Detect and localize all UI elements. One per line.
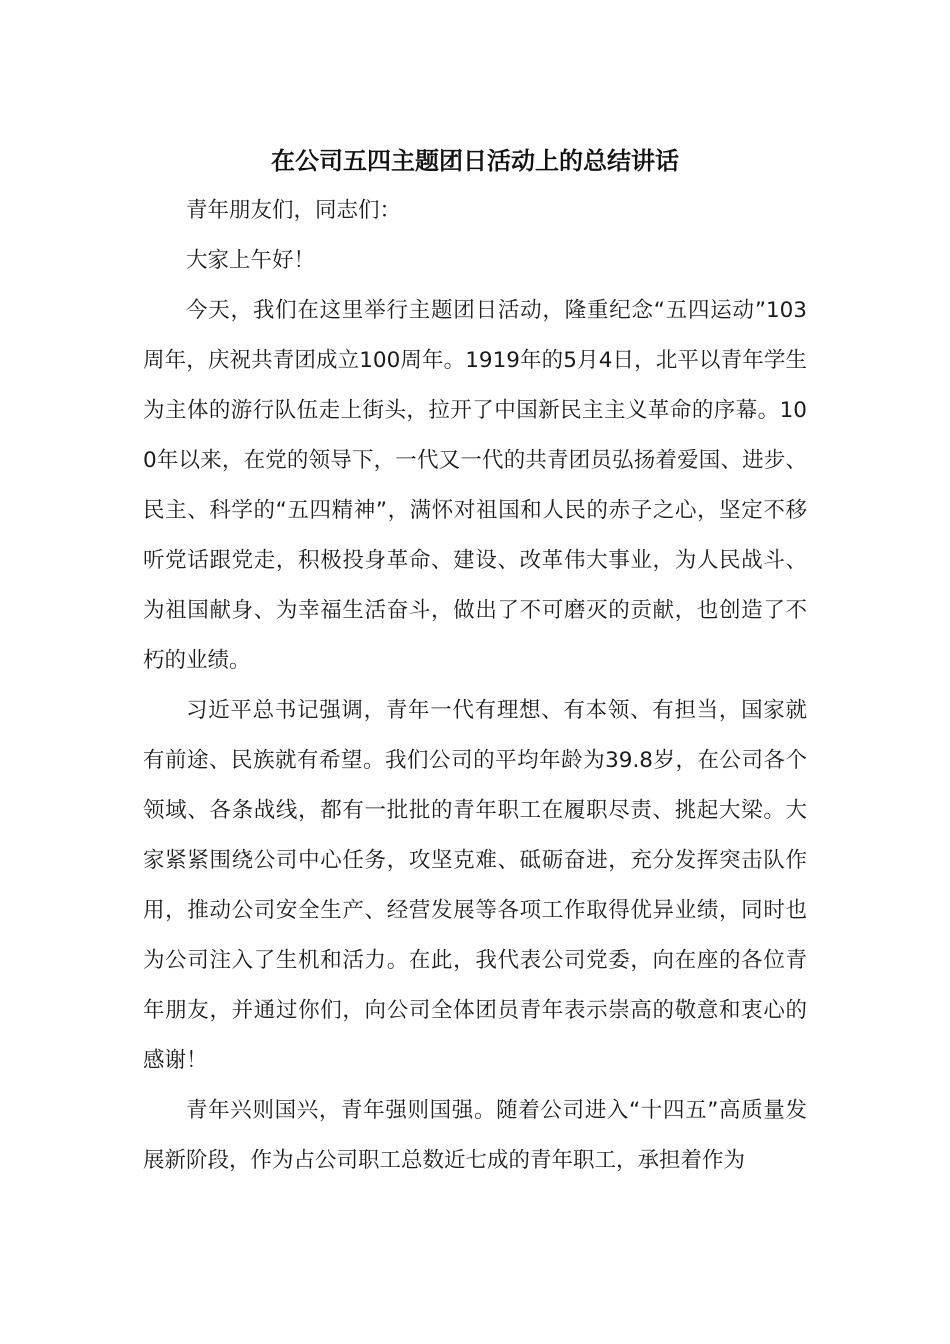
- paragraph-greeting: 大家上午好！: [186, 248, 316, 273]
- paragraph-body: 青年兴则国兴，青年强则国强。随着公司进入“十四五”高质量发展新阶段，作为占公司职工总数近七成的青年职工，承担着作为: [143, 1098, 807, 1173]
- paragraph-body: 习近平总书记强调，青年一代有理想、有本领、有担当，国家就有前途、民族就有希望。我们公司的平均年龄为39.8岁，在公司各个领域、各条战线，都有一批批的青年职工在履职尽责、挑起大梁。大家紧紧围绕公司中心任务，攻坚克难、砥砺奋进，充分发挥突击队作用，推动公司安全生产、经营发展等各项工作取得优异业绩，同时也为公司注入了生机和活力。在此，我代表公司党委，向在座的各位青年朋友，并通过你们，向公司全体团员青年表示崇高的敬意和衷心的感谢！: [143, 698, 807, 1073]
- document-body: [143, 186, 807, 1186]
- document-title: 在公司五四主题团日活动上的总结讲话: [271, 147, 679, 175]
- paragraph-body: 今天，我们在这里举行主题团日活动，隆重纪念“五四运动”103周年，庆祝共青团成立100周年。1919年的5月4日，北平以青年学生为主体的游行队伍走上街头，拉开了中国新民主主义革命的序幕。100年以来，在党的领导下，一代又一代的共青团员弘扬着爱国、进步、民主、科学的“五四精神”，满怀对祖国和人民的赤子之心，坚定不移听党话跟党走，积极投身革命、建设、改革伟大事业，为人民战斗、为祖国献身、为幸福生活奋斗，做出了不可磨灭的贡献，也创造了不朽的业绩。: [143, 298, 807, 673]
- paragraph-salutation: 青年朋友们，同志们：: [186, 198, 402, 223]
